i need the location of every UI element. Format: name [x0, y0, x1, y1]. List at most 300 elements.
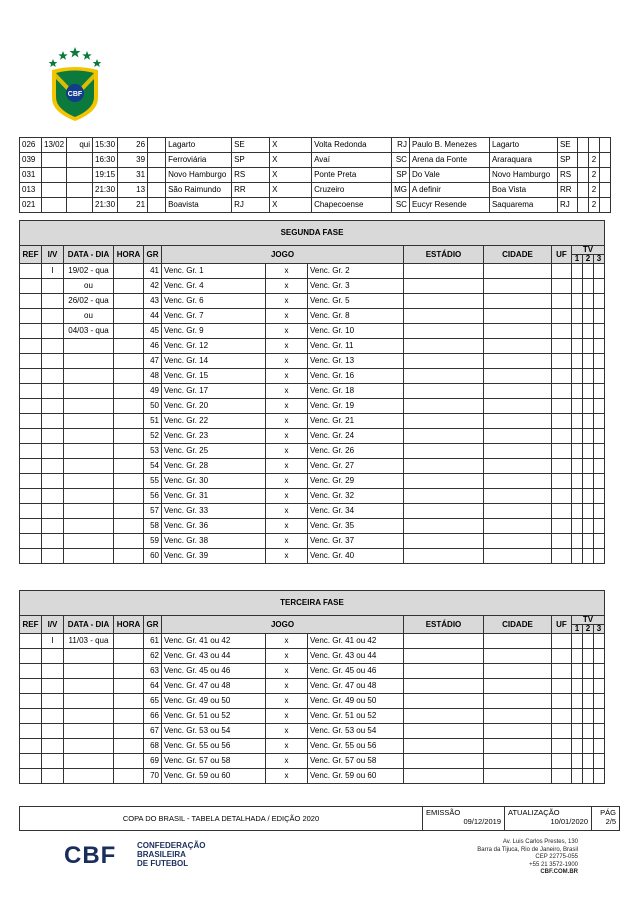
- tv1-cell: [572, 534, 583, 549]
- gr-cell: 63: [144, 664, 162, 679]
- stadium-cell: Do Vale: [409, 168, 489, 183]
- ref-cell: [20, 324, 42, 339]
- time-cell: [114, 474, 144, 489]
- tv2-cell: [583, 649, 594, 664]
- away-team-cell: Venc. Gr. 26: [308, 444, 404, 459]
- home-uf-cell: RS: [232, 168, 270, 183]
- uf-cell: [552, 474, 572, 489]
- versus-cell: x: [266, 414, 308, 429]
- away-team-cell: Venc. Gr. 45 ou 46: [308, 664, 404, 679]
- emission-label: EMISSÃO: [426, 808, 461, 817]
- ref-cell: 039: [20, 153, 42, 168]
- uf-cell: SE: [557, 138, 577, 153]
- ref-cell: [20, 459, 42, 474]
- home-team-cell: Venc. Gr. 59 ou 60: [162, 769, 266, 784]
- gr-cell: 52: [144, 429, 162, 444]
- ref-cell: [20, 414, 42, 429]
- date-cell: [64, 769, 114, 784]
- stadium-cell: Arena da Fonte: [409, 153, 489, 168]
- away-team-cell: Venc. Gr. 27: [308, 459, 404, 474]
- date-cell: ou: [64, 309, 114, 324]
- tv1-cell: [572, 429, 583, 444]
- table-row: [20, 694, 605, 709]
- city-cell: [484, 459, 552, 474]
- home-team-cell: Venc. Gr. 55 ou 56: [162, 739, 266, 754]
- gr-cell: 45: [144, 324, 162, 339]
- date-cell: [64, 694, 114, 709]
- away-uf-cell: MG: [392, 183, 410, 198]
- tv2-cell: [583, 474, 594, 489]
- time-cell: [114, 294, 144, 309]
- gr-cell: 58: [144, 519, 162, 534]
- iv-cell: [42, 649, 64, 664]
- name-line: CONFEDERAÇÃO: [137, 841, 206, 850]
- table-row: [20, 294, 605, 309]
- gr-cell: 50: [144, 399, 162, 414]
- time-cell: 15:30: [93, 138, 118, 153]
- home-team-cell: Venc. Gr. 23: [162, 429, 266, 444]
- time-cell: [114, 279, 144, 294]
- tv2-cell: [583, 709, 594, 724]
- tv1-cell: [572, 649, 583, 664]
- home-team-cell: Venc. Gr. 43 ou 44: [162, 649, 266, 664]
- ref-cell: [20, 724, 42, 739]
- header-ref: REF: [20, 616, 42, 634]
- time-cell: [114, 384, 144, 399]
- page-label: PÁG: [600, 808, 616, 817]
- versus-cell: x: [266, 399, 308, 414]
- city-cell: Saquarema: [489, 198, 557, 213]
- city-cell: [484, 739, 552, 754]
- tv1-cell: [572, 474, 583, 489]
- ref-cell: [20, 489, 42, 504]
- home-team-cell: Venc. Gr. 7: [162, 309, 266, 324]
- away-uf-cell: SC: [392, 198, 410, 213]
- iv-cell: [42, 549, 64, 564]
- header-tv1: 1: [572, 255, 583, 264]
- time-cell: [114, 534, 144, 549]
- tv1-cell: [572, 549, 583, 564]
- table-row: [20, 679, 605, 694]
- away-team-cell: Venc. Gr. 32: [308, 489, 404, 504]
- away-team-cell: Venc. Gr. 35: [308, 519, 404, 534]
- city-cell: [484, 309, 552, 324]
- date-cell: [42, 168, 67, 183]
- gr-cell: 13: [118, 183, 148, 198]
- versus-cell: x: [266, 279, 308, 294]
- iv-cell: [42, 444, 64, 459]
- away-team-cell: Venc. Gr. 40: [308, 549, 404, 564]
- tv2-cell: [583, 724, 594, 739]
- city-cell: [484, 279, 552, 294]
- header-ref: REF: [20, 246, 42, 264]
- uf-cell: [552, 694, 572, 709]
- tv3-cell: [594, 489, 605, 504]
- tv1-cell: [572, 354, 583, 369]
- tv2-cell: [583, 664, 594, 679]
- tv3-cell: [594, 459, 605, 474]
- ref-cell: [20, 694, 42, 709]
- update-label: ATUALIZAÇÃO: [508, 808, 560, 817]
- away-team-cell: Venc. Gr. 51 ou 52: [308, 709, 404, 724]
- table-row: [20, 354, 605, 369]
- ref-cell: [20, 534, 42, 549]
- uf-cell: [552, 369, 572, 384]
- home-team-cell: Venc. Gr. 51 ou 52: [162, 709, 266, 724]
- versus-cell: x: [266, 369, 308, 384]
- away-team-cell: Venc. Gr. 59 ou 60: [308, 769, 404, 784]
- tv3-cell: [594, 739, 605, 754]
- tv3-cell: [594, 444, 605, 459]
- table-row: [20, 474, 605, 489]
- blank-cell: [148, 183, 166, 198]
- versus-cell: x: [266, 664, 308, 679]
- uf-cell: [552, 444, 572, 459]
- tv2-cell: [583, 504, 594, 519]
- time-cell: 21:30: [93, 198, 118, 213]
- uf-cell: RJ: [557, 198, 577, 213]
- gr-cell: 68: [144, 739, 162, 754]
- away-team-cell: Venc. Gr. 34: [308, 504, 404, 519]
- versus-cell: x: [266, 429, 308, 444]
- tv2-cell: [583, 324, 594, 339]
- tv2-cell: [588, 138, 599, 153]
- header-stadium: ESTÁDIO: [404, 616, 484, 634]
- date-cell: [64, 709, 114, 724]
- away-team-cell: Venc. Gr. 43 ou 44: [308, 649, 404, 664]
- away-team-cell: Ponte Preta: [312, 168, 392, 183]
- time-cell: 21:30: [93, 183, 118, 198]
- home-team-cell: Venc. Gr. 45 ou 46: [162, 664, 266, 679]
- stadium-cell: [404, 634, 484, 649]
- date-cell: [42, 198, 67, 213]
- iv-cell: [42, 459, 64, 474]
- tv1-cell: [572, 339, 583, 354]
- city-cell: [484, 694, 552, 709]
- cbf-full-name: [137, 841, 205, 868]
- away-team-cell: Chapecoense: [312, 198, 392, 213]
- time-cell: [114, 664, 144, 679]
- uf-cell: [552, 519, 572, 534]
- uf-cell: [552, 754, 572, 769]
- gr-cell: 53: [144, 444, 162, 459]
- ref-cell: 013: [20, 183, 42, 198]
- stadium-cell: [404, 769, 484, 784]
- iv-cell: [42, 679, 64, 694]
- ref-cell: 021: [20, 198, 42, 213]
- home-team-cell: Venc. Gr. 57 ou 58: [162, 754, 266, 769]
- header-time: HORA: [114, 246, 144, 264]
- home-team-cell: Venc. Gr. 30: [162, 474, 266, 489]
- stadium-cell: [404, 339, 484, 354]
- iv-cell: [42, 354, 64, 369]
- away-team-cell: Venc. Gr. 37: [308, 534, 404, 549]
- uf-cell: [552, 294, 572, 309]
- home-team-cell: Boavista: [166, 198, 232, 213]
- header-city: CIDADE: [484, 616, 552, 634]
- gr-cell: 69: [144, 754, 162, 769]
- away-uf-cell: SP: [392, 168, 410, 183]
- uf-cell: [552, 339, 572, 354]
- tv2-cell: [583, 309, 594, 324]
- date-cell: 19/02 - qua: [64, 264, 114, 279]
- ref-cell: [20, 339, 42, 354]
- date-cell: [64, 724, 114, 739]
- tv1-cell: [572, 309, 583, 324]
- cbf-crest-logo: [44, 46, 106, 122]
- home-team-cell: Venc. Gr. 1: [162, 264, 266, 279]
- date-cell: [64, 534, 114, 549]
- home-team-cell: Venc. Gr. 38: [162, 534, 266, 549]
- gr-cell: 51: [144, 414, 162, 429]
- versus-cell: x: [266, 309, 308, 324]
- home-team-cell: São Raimundo: [166, 183, 232, 198]
- iv-cell: [42, 519, 64, 534]
- time-cell: [114, 709, 144, 724]
- uf-cell: [552, 459, 572, 474]
- time-cell: [114, 679, 144, 694]
- table-row: [20, 414, 605, 429]
- header-gr: GR: [144, 616, 162, 634]
- gr-cell: 65: [144, 694, 162, 709]
- uf-cell: [552, 414, 572, 429]
- away-team-cell: Cruzeiro: [312, 183, 392, 198]
- tv3-cell: [594, 324, 605, 339]
- uf-cell: [552, 664, 572, 679]
- iv-cell: [42, 754, 64, 769]
- iv-cell: [42, 769, 64, 784]
- gr-cell: 44: [144, 309, 162, 324]
- ref-cell: [20, 649, 42, 664]
- table-row: [20, 549, 605, 564]
- versus-cell: x: [266, 634, 308, 649]
- tv2-cell: [583, 339, 594, 354]
- tv3-cell: [594, 664, 605, 679]
- away-team-cell: Venc. Gr. 13: [308, 354, 404, 369]
- versus-cell: x: [266, 474, 308, 489]
- date-cell: [64, 489, 114, 504]
- tv3-cell: [599, 153, 610, 168]
- header-uf: UF: [552, 246, 572, 264]
- gr-cell: 39: [118, 153, 148, 168]
- iv-cell: [42, 384, 64, 399]
- tv1-cell: [572, 294, 583, 309]
- city-cell: [484, 414, 552, 429]
- stadium-cell: [404, 399, 484, 414]
- time-cell: [114, 649, 144, 664]
- date-cell: [64, 429, 114, 444]
- date-cell: [64, 384, 114, 399]
- tv1-cell: [572, 369, 583, 384]
- tv3-cell: [594, 709, 605, 724]
- uf-cell: [552, 634, 572, 649]
- versus-cell: X: [270, 183, 312, 198]
- tv3-cell: [594, 369, 605, 384]
- stadium-cell: Eucyr Resende: [409, 198, 489, 213]
- away-team-cell: Venc. Gr. 57 ou 58: [308, 754, 404, 769]
- table-row: [20, 754, 605, 769]
- tv3-cell: [594, 279, 605, 294]
- city-cell: [484, 339, 552, 354]
- iv-cell: [42, 429, 64, 444]
- table-row: [20, 709, 605, 724]
- iv-cell: [42, 399, 64, 414]
- tv2-cell: [583, 769, 594, 784]
- city-cell: [484, 769, 552, 784]
- home-team-cell: Venc. Gr. 20: [162, 399, 266, 414]
- uf-cell: [552, 279, 572, 294]
- city-cell: Boa Vista: [489, 183, 557, 198]
- tv2-cell: [583, 294, 594, 309]
- blank-cell: [148, 138, 166, 153]
- tv2-cell: [583, 489, 594, 504]
- ref-cell: [20, 384, 42, 399]
- day-cell: [67, 153, 93, 168]
- home-team-cell: Venc. Gr. 9: [162, 324, 266, 339]
- tv3-cell: [594, 414, 605, 429]
- city-cell: [484, 264, 552, 279]
- versus-cell: x: [266, 324, 308, 339]
- away-team-cell: Volta Redonda: [312, 138, 392, 153]
- tv3-cell: [594, 769, 605, 784]
- time-cell: [114, 489, 144, 504]
- address-line: Av. Luis Carlos Prestes, 130: [502, 839, 578, 845]
- date-cell: [64, 459, 114, 474]
- header-tv3: 3: [594, 255, 605, 264]
- third-phase-table: [19, 590, 605, 784]
- home-team-cell: Venc. Gr. 39: [162, 549, 266, 564]
- stadium-cell: [404, 444, 484, 459]
- tv1-cell: [572, 754, 583, 769]
- table-row: [20, 739, 605, 754]
- tv1-cell: [572, 634, 583, 649]
- versus-cell: x: [266, 339, 308, 354]
- home-team-cell: Venc. Gr. 4: [162, 279, 266, 294]
- table-row: [20, 183, 611, 198]
- away-team-cell: Venc. Gr. 3: [308, 279, 404, 294]
- iv-cell: [42, 739, 64, 754]
- versus-cell: x: [266, 459, 308, 474]
- city-cell: [484, 709, 552, 724]
- city-cell: [484, 634, 552, 649]
- versus-cell: X: [270, 168, 312, 183]
- day-cell: qui: [67, 138, 93, 153]
- tv3-cell: [594, 339, 605, 354]
- date-cell: [64, 339, 114, 354]
- stadium-cell: [404, 649, 484, 664]
- time-cell: [114, 429, 144, 444]
- away-team-cell: Venc. Gr. 19: [308, 399, 404, 414]
- away-team-cell: Venc. Gr. 41 ou 42: [308, 634, 404, 649]
- away-team-cell: Venc. Gr. 5: [308, 294, 404, 309]
- tv1-cell: [572, 444, 583, 459]
- city-cell: [484, 504, 552, 519]
- ref-cell: [20, 634, 42, 649]
- city-cell: [484, 664, 552, 679]
- ref-cell: [20, 769, 42, 784]
- home-team-cell: Venc. Gr. 12: [162, 339, 266, 354]
- tv3-cell: [594, 649, 605, 664]
- date-cell: [42, 183, 67, 198]
- ref-cell: [20, 264, 42, 279]
- tv2-cell: [583, 739, 594, 754]
- versus-cell: X: [270, 153, 312, 168]
- tv3-cell: [594, 549, 605, 564]
- away-team-cell: Venc. Gr. 47 ou 48: [308, 679, 404, 694]
- ref-cell: [20, 739, 42, 754]
- tv3-cell: [594, 519, 605, 534]
- versus-cell: x: [266, 649, 308, 664]
- gr-cell: 64: [144, 679, 162, 694]
- gr-cell: 67: [144, 724, 162, 739]
- stadium-cell: [404, 534, 484, 549]
- date-cell: ou: [64, 279, 114, 294]
- away-team-cell: Venc. Gr. 53 ou 54: [308, 724, 404, 739]
- terceira-fase-title: TERCEIRA FASE: [20, 591, 605, 616]
- versus-cell: x: [266, 354, 308, 369]
- ref-cell: [20, 474, 42, 489]
- gr-cell: 43: [144, 294, 162, 309]
- table-row: [20, 769, 605, 784]
- versus-cell: x: [266, 769, 308, 784]
- uf-cell: [552, 549, 572, 564]
- segunda-header-row: [20, 246, 605, 255]
- address-line: Barra da Tijuca, Rio de Janeiro, Brasil: [477, 846, 578, 853]
- gr-cell: 66: [144, 709, 162, 724]
- table-row: [20, 324, 605, 339]
- date-cell: [64, 754, 114, 769]
- versus-cell: x: [266, 534, 308, 549]
- iv-cell: [42, 724, 64, 739]
- header-tv: TV: [572, 616, 605, 625]
- time-cell: [114, 324, 144, 339]
- header-date: DATA - DIA: [64, 616, 114, 634]
- tv2-cell: 2: [588, 168, 599, 183]
- time-cell: [114, 754, 144, 769]
- table-row: [20, 138, 611, 153]
- city-cell: Novo Hamburgo: [489, 168, 557, 183]
- home-team-cell: Ferroviária: [166, 153, 232, 168]
- tv1-cell: [572, 324, 583, 339]
- away-team-cell: Venc. Gr. 8: [308, 309, 404, 324]
- versus-cell: X: [270, 198, 312, 213]
- uf-cell: [552, 649, 572, 664]
- header-tv: TV: [572, 246, 605, 255]
- tv1-cell: [572, 399, 583, 414]
- iv-cell: [42, 709, 64, 724]
- uf-cell: [552, 309, 572, 324]
- tv1-cell: [572, 724, 583, 739]
- header-game: JOGO: [162, 616, 404, 634]
- table-row: [20, 168, 611, 183]
- stadium-cell: [404, 324, 484, 339]
- city-cell: [484, 474, 552, 489]
- date-cell: [42, 153, 67, 168]
- uf-cell: RR: [557, 183, 577, 198]
- stadium-cell: [404, 459, 484, 474]
- home-team-cell: Venc. Gr. 17: [162, 384, 266, 399]
- time-cell: [114, 264, 144, 279]
- versus-cell: x: [266, 519, 308, 534]
- home-team-cell: Venc. Gr. 14: [162, 354, 266, 369]
- header-tv2: 2: [583, 625, 594, 634]
- table-row: [20, 198, 611, 213]
- time-cell: [114, 444, 144, 459]
- time-cell: [114, 459, 144, 474]
- versus-cell: x: [266, 489, 308, 504]
- stadium-cell: [404, 264, 484, 279]
- uf-cell: [552, 354, 572, 369]
